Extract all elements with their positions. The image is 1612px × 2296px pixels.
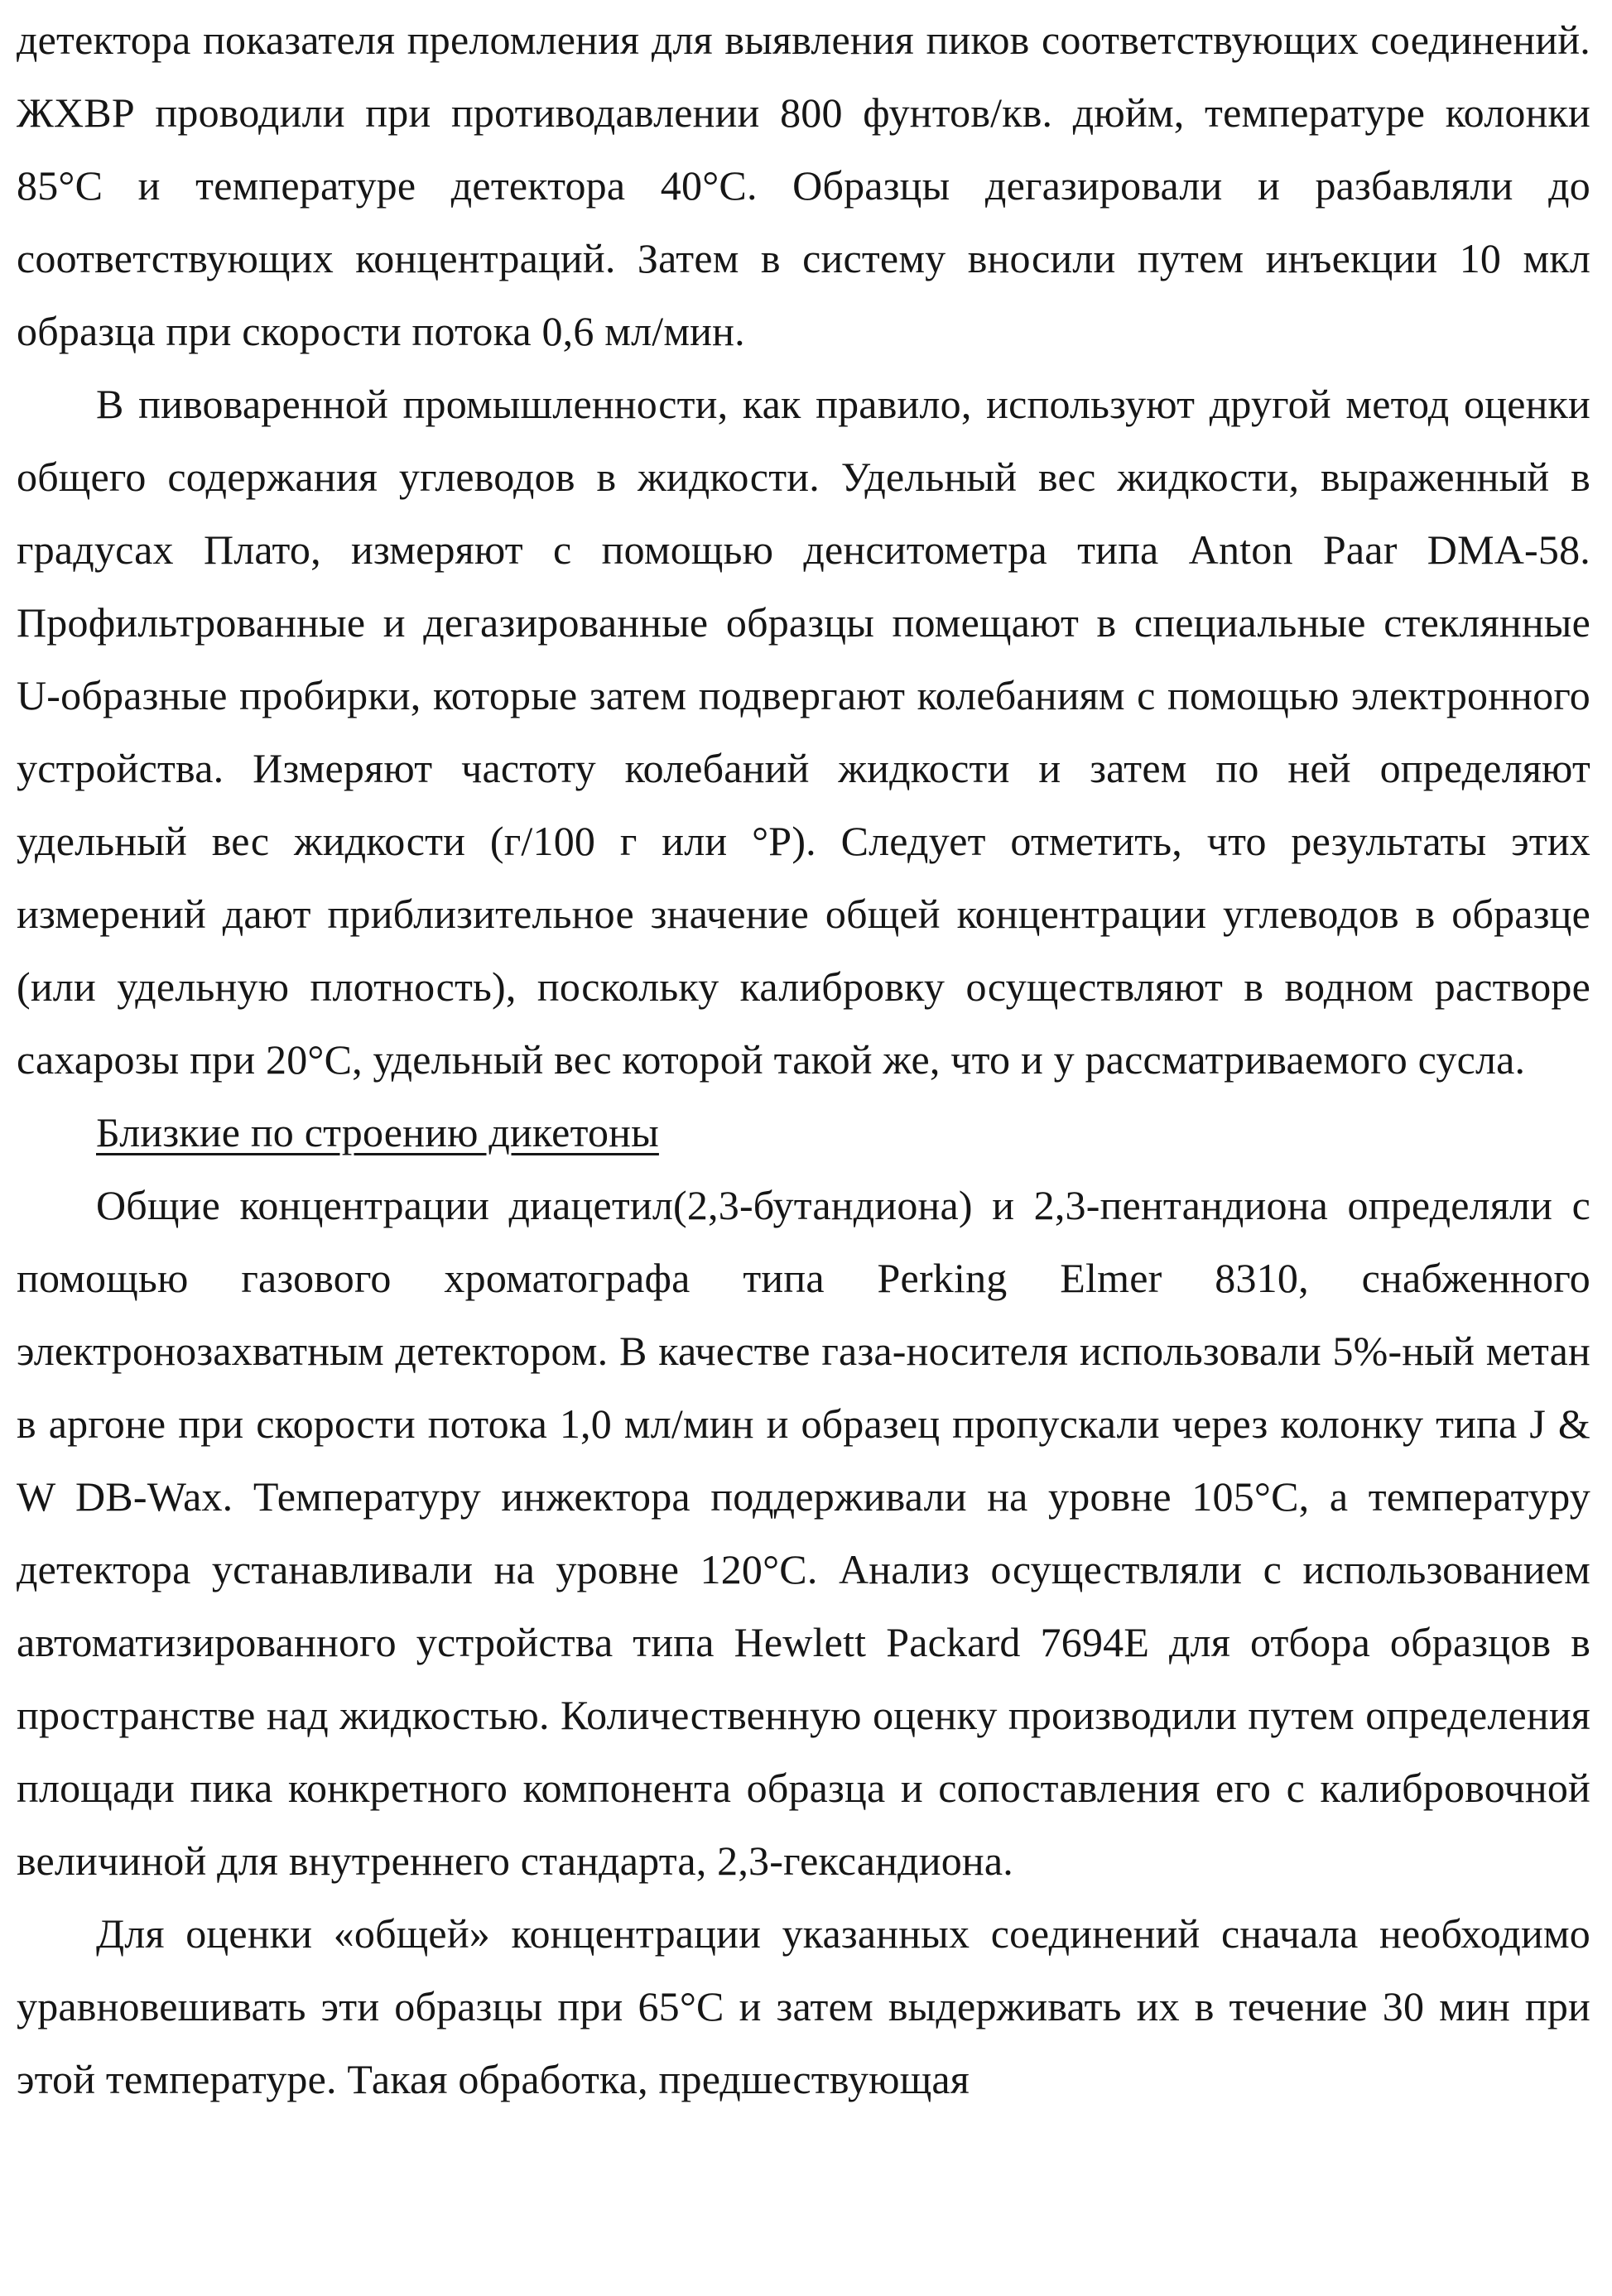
paragraph-total-concentration-equilibration: Для оценки «общей» концентрации указанных соединений сначала необходимо уравновешивать эти образцы при 65°С и затем выдерживать их в течение 30 мин при этой температуре. Такая обработка, предшествующая: [17, 1910, 1590, 2102]
paragraph-hplc-detection: детектора показателя преломления для выявления пиков соответствующих соединений. ЖХВР проводили при противодавлении 800 фунтов/кв. дюйм, температуре колонки 85°С и температуре детектора 40°С. Образцы дегазировали и разбавляли до соответствующих концентраций. Затем в систему вносили путем инъекции 10 мкл образца при скорости потока 0,6 мл/мин.: [17, 17, 1590, 354]
document-body: [17, 3, 1590, 2116]
paragraph-gc-diketone-analysis: Общие концентрации диацетил(2,3-бутандиона) и 2,3-пентандиона определяли с помощью газового хроматографа типа Perking Elmer 8310, снабженного электронозахватным детектором. В качестве газа-носителя использовали 5%-ный метан в аргоне при скорости потока 1,0 мл/мин и образец пропускали через колонку типа J & W DB-Wax. Температуру инжектора поддерживали на уровне 105°С, а температуру детектора устанавливали на уровне 120°С. Анализ осуществляли с использованием автоматизированного устройства типа Hewlett Packard 7694E для отбора образцов в пространстве над жидкостью. Количественную оценку производили путем определения площади пика конкретного компонента образца и сопоставления его с калибровочной величиной для внутреннего стандарта, 2,3-гександиона.: [17, 1182, 1590, 1884]
paragraph-brewing-plato-method: В пивоваренной промышленности, как правило, используют другой метод оценки общего содержания углеводов в жидкости. Удельный вес жидкости, выраженный в градусах Плато, измеряют с помощью денситометра типа Anton Paar DMA-58. Профильтрованные и дегазированные образцы помещают в специальные стеклянные U-образные пробирки, которые затем подвергают колебаниям с помощью электронного устройства. Измеряют частоту колебаний жидкости и затем по ней определяют удельный вес жидкости (г/100 г или °Р). Следует отметить, что результаты этих измерений дают приблизительное значение общей концентрации углеводов в образце (или удельную плотность), поскольку калибровку осуществляют в водном растворе сахарозы при 20°С, удельный вес которой такой же, что и у рассматриваемого сусла.: [17, 381, 1590, 1083]
section-heading-vicinal-diketones: Близкие по строению дикетоны: [96, 1109, 659, 1155]
section-heading-line: [17, 1096, 1590, 1169]
